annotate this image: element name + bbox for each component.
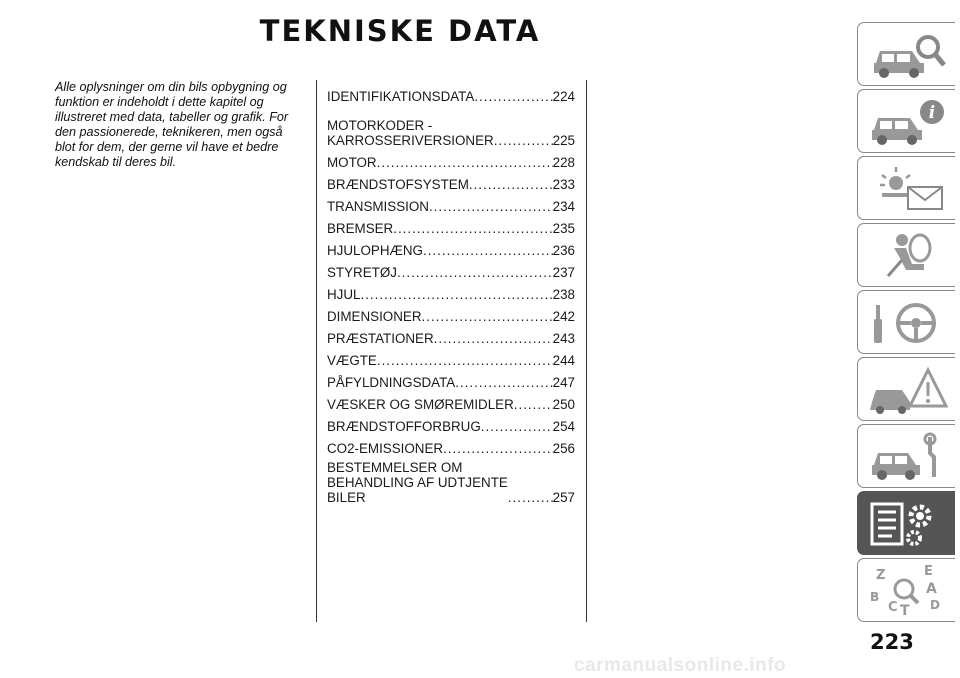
toc-entry[interactable] xyxy=(327,324,575,346)
toc-entry-page: 256 xyxy=(552,441,575,456)
table-of-contents xyxy=(327,82,575,505)
toc-entry[interactable] xyxy=(327,390,575,412)
toc-entry-label: BESTEMMELSER OM BEHANDLING AF UDTJENTE BILER xyxy=(327,460,508,505)
chapter-tab-emergency[interactable] xyxy=(857,357,955,421)
toc-entry[interactable] xyxy=(327,258,575,280)
chapter-tab-maintenance[interactable] xyxy=(857,424,955,488)
index-letter: Z xyxy=(876,568,886,583)
toc-entry-page: 257 xyxy=(552,490,575,505)
toc-entry-leader xyxy=(423,243,553,258)
toc-entry[interactable] xyxy=(327,236,575,258)
toc-entry-label: MOTOR xyxy=(327,155,377,170)
column-divider-left xyxy=(316,80,317,622)
toc-entry-leader xyxy=(397,265,553,280)
toc-entry-leader xyxy=(434,331,553,346)
toc-entry-leader xyxy=(469,177,553,192)
airbag-person-icon xyxy=(868,230,948,282)
car-tools-icon xyxy=(868,431,948,483)
key-steering-wheel-icon xyxy=(868,297,948,349)
toc-entry[interactable] xyxy=(327,412,575,434)
index-letter: T xyxy=(900,603,910,617)
page-title: TEKNISKE DATA xyxy=(259,14,541,48)
toc-entry-label: BRÆNDSTOFFORBRUG xyxy=(327,419,481,434)
chapter-tab-car-knowledge[interactable] xyxy=(857,22,955,86)
intro-text: Alle oplysninger om din bils opbygning og funktion er indeholdt i dette kapitel og illustreret med data, tabeller og grafik. For den passionerede, teknikeren, men også blot for dem, der gerne vil have et bedre kendskab til deres bil. xyxy=(55,80,289,169)
index-letter: C xyxy=(888,600,898,615)
car-accident-warning-icon xyxy=(868,364,948,416)
toc-entry-label: PÅFYLDNINGSDATA xyxy=(327,375,456,390)
toc-entry-page: 254 xyxy=(552,419,575,434)
toc-entry-page: 237 xyxy=(552,265,575,280)
toc-entry[interactable] xyxy=(327,434,575,456)
toc-entry-leader xyxy=(494,133,553,148)
chapter-tab-technical-data[interactable] xyxy=(857,491,955,555)
toc-entry-page: 247 xyxy=(552,375,575,390)
toc-entry-label: BRÆNDSTOFSYSTEM xyxy=(327,177,469,192)
toc-entry-page: 250 xyxy=(552,397,575,412)
index-letter: A xyxy=(926,581,937,597)
toc-entry-label: HJUL xyxy=(327,287,361,302)
toc-entry[interactable] xyxy=(327,302,575,324)
toc-entry-page: 242 xyxy=(552,309,575,324)
toc-entry-label: IDENTIFIKATIONSDATA xyxy=(327,89,475,104)
toc-entry-leader xyxy=(455,375,552,390)
car-info-icon xyxy=(868,96,948,148)
toc-entry-page: 243 xyxy=(552,331,575,346)
toc-entry-label: PRÆSTATIONER xyxy=(327,331,434,346)
toc-entry-leader xyxy=(514,397,553,412)
chapter-tab-start-driving[interactable] xyxy=(857,290,955,354)
toc-entry-page: 236 xyxy=(552,243,575,258)
toc-entry-leader xyxy=(360,287,552,302)
toc-entry[interactable] xyxy=(327,368,575,390)
toc-entry-label: HJULOPHÆNG xyxy=(327,243,423,258)
toc-entry-leader xyxy=(393,221,552,236)
warning-lights-icon xyxy=(868,163,948,215)
toc-entry-page: 225 xyxy=(552,133,575,148)
toc-entry-page: 234 xyxy=(552,199,575,214)
toc-entry-label: BREMSER xyxy=(327,221,394,236)
toc-entry-label: STYRETØJ xyxy=(327,265,397,280)
toc-entry-leader xyxy=(443,441,553,456)
toc-entry-page: 235 xyxy=(552,221,575,236)
car-search-icon xyxy=(868,29,948,81)
toc-entry-leader xyxy=(429,199,553,214)
column-divider-right xyxy=(586,80,587,622)
svg-text:i: i xyxy=(928,103,936,123)
watermark: carmanualsonline.info xyxy=(574,655,787,676)
toc-entry-label: TRANSMISSION xyxy=(327,199,429,214)
toc-entry[interactable] xyxy=(327,192,575,214)
index-letter: B xyxy=(870,590,880,604)
toc-entry[interactable] xyxy=(327,104,575,148)
index-letter: E xyxy=(924,565,933,579)
toc-entry-label: MOTORKODER - KARROSSERIVERSIONER xyxy=(327,118,494,148)
toc-entry-label: CO2-EMISSIONER xyxy=(327,441,444,456)
toc-entry-page: 238 xyxy=(552,287,575,302)
toc-entry-leader xyxy=(377,353,553,368)
toc-entry[interactable] xyxy=(327,280,575,302)
toc-entry-leader xyxy=(422,309,553,324)
toc-entry[interactable] xyxy=(327,148,575,170)
toc-entry-page: 244 xyxy=(552,353,575,368)
toc-entry-leader xyxy=(474,89,552,104)
toc-entry-page: 233 xyxy=(552,177,575,192)
toc-entry[interactable] xyxy=(327,214,575,236)
toc-entry-leader xyxy=(481,419,553,434)
chapter-tab-index[interactable] xyxy=(857,558,955,622)
index-letter: D xyxy=(930,598,940,612)
toc-entry-page: 224 xyxy=(552,89,575,104)
toc-entry[interactable] xyxy=(327,456,575,505)
toc-entry[interactable] xyxy=(327,170,575,192)
toc-entry-leader xyxy=(508,490,553,505)
technical-data-gears-icon xyxy=(868,498,948,550)
chapter-tab-safety[interactable] xyxy=(857,223,955,287)
toc-entry-label: VÆSKER OG SMØREMIDLER xyxy=(327,397,514,412)
toc-entry[interactable] xyxy=(327,82,575,104)
toc-entry-label: VÆGTE xyxy=(327,353,377,368)
toc-entry-label: DIMENSIONER xyxy=(327,309,422,324)
toc-entry[interactable] xyxy=(327,346,575,368)
page-number: 223 xyxy=(870,630,914,654)
toc-entry-leader xyxy=(377,155,553,170)
alphabet-index-icon xyxy=(868,565,948,617)
toc-entry-page: 228 xyxy=(552,155,575,170)
chapter-tab-car-info[interactable] xyxy=(857,89,955,153)
chapter-tab-warning-lights[interactable] xyxy=(857,156,955,220)
